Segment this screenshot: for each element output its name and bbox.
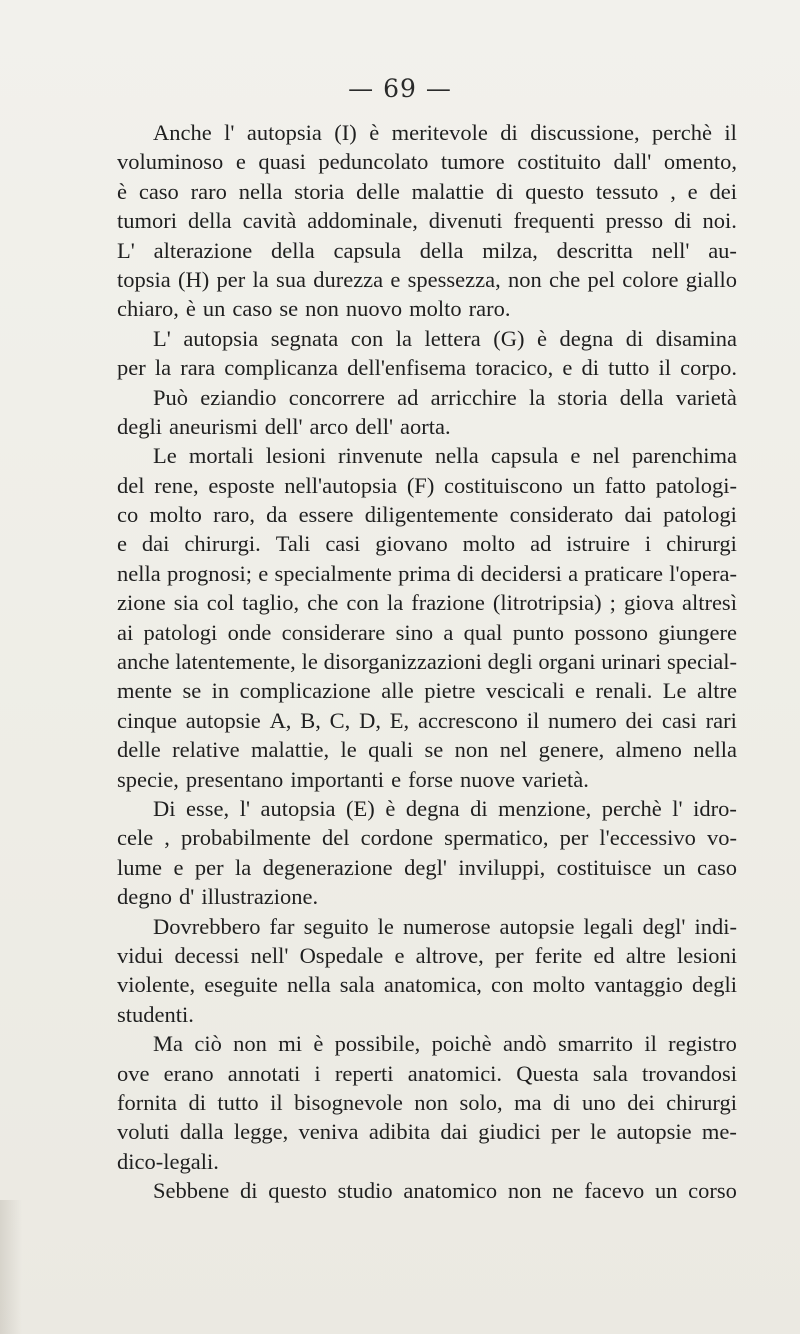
text-line: L' alterazione della capsula della milza, descritta nell' au- xyxy=(117,237,737,263)
text-line: del rene, esposte nell'autopsia (F) costituiscono un fatto patologi- xyxy=(117,472,737,498)
text-line: Anche l' autopsia (I) è meritevole di discussione, perchè il xyxy=(153,120,737,145)
text-line: ove erano annotati i reperti anatomici. Questa sala trovandosi xyxy=(117,1060,737,1086)
text-line: specie, presentano importanti e forse nuove varietà. xyxy=(117,766,589,792)
text-line: topsia (H) per la sua durezza e spessezza, non che pel colore giallo xyxy=(117,266,737,292)
text-line: degno d' illustrazione. xyxy=(117,884,319,910)
text-line: cinque autopsie A, B, C, D, E, accrescono il numero dei casi rari xyxy=(117,707,737,733)
text-line: studenti. xyxy=(117,1001,194,1027)
text-line: Di esse, l' autopsia (E) è degna di menzione, perchè l' idro- xyxy=(153,795,737,821)
text-line: cele , probabilmente del cordone spermatico, per l'eccessivo vo- xyxy=(117,825,737,851)
text-line: vidui decessi nell' Ospedale e altrove, per ferite ed altre lesioni xyxy=(117,942,737,968)
text-line: Dovrebbero far seguito le numerose autopsie legali degl' indi- xyxy=(153,913,737,939)
text-line: tumori della cavità addominale, divenuti frequenti presso di noi. xyxy=(117,208,737,234)
text-line: zione sia col taglio, che con la frazione (litrotripsia) ; giova altresì xyxy=(117,590,737,616)
text-line: L' autopsia segnata con la lettera (G) è degna di disamina xyxy=(153,325,737,351)
text-line: co molto raro, da essere diligentemente considerato dai patologi xyxy=(117,502,737,528)
text-line: fornita di tutto il bisognevole non solo, ma di uno dei chirurgi xyxy=(117,1089,737,1115)
text-line: delle relative malattie, le quali se non nel genere, almeno nella xyxy=(117,737,737,763)
text-line: Ma ciò non mi è possibile, poichè andò smarrito il registro xyxy=(153,1031,737,1057)
text-line: Può eziandio concorrere ad arricchire la storia della varietà xyxy=(153,384,737,410)
text-line: lume e per la degenerazione degl' inviluppi, costituisce un caso xyxy=(117,854,737,880)
text-line: Le mortali lesioni rinvenute nella capsula e nel parenchima xyxy=(153,443,737,469)
text-line: e dai chirurgi. Tali casi giovano molto ad istruire i chirurgi xyxy=(117,531,737,557)
text-line: ai patologi onde considerare sino a qual punto possono giungere xyxy=(117,619,737,645)
text-line: anche latentemente, le disorganizzazioni degli organi urinari special- xyxy=(117,649,737,675)
body-text xyxy=(117,118,737,1205)
page-edge-shadow xyxy=(0,1200,22,1334)
text-line: voluti dalla legge, veniva adibita dai giudici per le autopsie me- xyxy=(117,1119,737,1145)
text-line: è caso raro nella storia delle malattie di questo tessuto , e dei xyxy=(117,178,737,204)
text-line: Sebbene di questo studio anatomico non ne facevo un corso xyxy=(153,1178,737,1204)
text-line: per la rara complicanza dell'enfisema toracico, e di tutto il corpo. xyxy=(117,355,737,381)
text-line: voluminoso e quasi peduncolato tumore costituito dall' omento, xyxy=(117,149,737,175)
text-line: degli aneurismi dell' arco dell' aorta. xyxy=(117,413,451,439)
text-line: chiaro, è un caso se non nuovo molto raro. xyxy=(117,296,511,322)
text-line: mente se in complicazione alle pietre vescicali e renali. Le altre xyxy=(117,678,737,704)
text-line: violente, eseguite nella sala anatomica, con molto vantaggio degli xyxy=(117,972,737,998)
text-line: nella prognosi; e specialmente prima di decidersi a praticare l'opera- xyxy=(117,560,737,586)
text-line: dico-legali. xyxy=(117,1148,219,1174)
page-number: — 69 — xyxy=(348,74,452,103)
